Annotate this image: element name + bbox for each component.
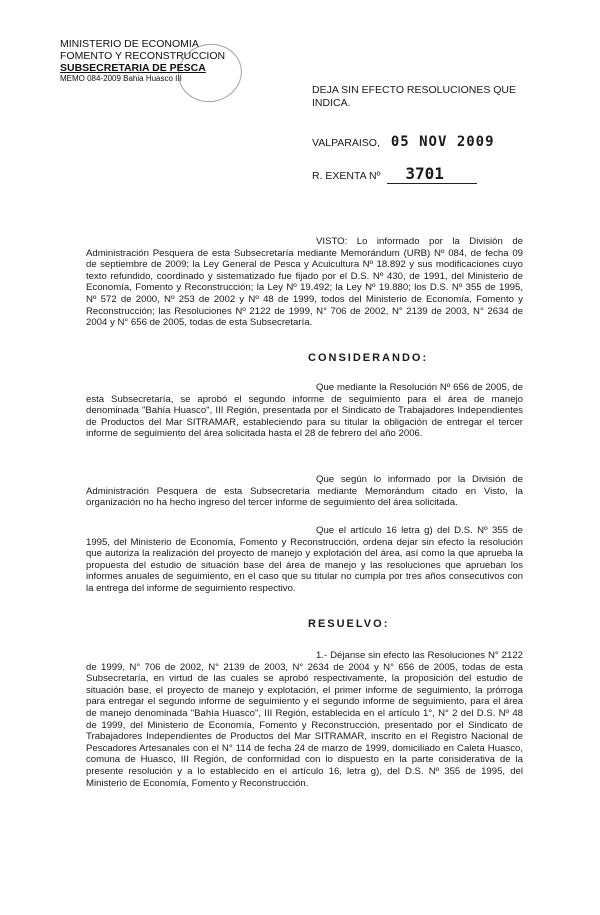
considerando-paragraph-1: Que mediante la Resolución Nº 656 de 2005, de esta Subsecretaría, se aprobó el segundo informe de seguimiento para el área de manejo denominada "Bahía Huasco", III Región, presentada por el Sindicato de Trabajadores Independientes de Productos del Mar SITRAMAR, estableciendo para su titular la obligación de entregar el tercer informe de seguimiento del área solicitada hasta el 28 de febrero del año 2006. — [86, 382, 523, 440]
resuelvo-heading: RESUELVO: — [308, 618, 390, 630]
document-subject: DEJA SIN EFECTO RESOLUCIONES QUE INDICA. — [312, 84, 517, 109]
letterhead-subsecretaria: SUBSECRETARIA DE PESCA — [60, 62, 206, 74]
resuelvo-paragraph-1: 1.- Déjanse sin efecto las Resoluciones N° 2122 de 1999, N° 706 de 2002, N° 2139 de 2003, N° 2634 de 2004 y N° 656 de 2005, todas de esta Subsecretaría, en virtud de las cuales se aprobó respectivamente, la proposición del estudio de situación base, el proyecto de manejo y explotación, el primer informe de seguimiento, la prórroga para entregar el segundo informe de seguimiento y el segundo informe de seguimiento, para el área de manejo denominada "Bahía Huasco", III Región, establecida en el artículo 1°, N° 2 del D.S. Nº 48 de 1999, del Ministerio de Economía, Fomento y Reconstrucción, presentado por el Sindicato de Trabajadores Independientes de Productos del Mar SITRAMAR, inscrito en el Registro Nacional de Pescadores Artesanales con el N° 114 de fecha 24 de marzo de 1999, domiciliado en Caleta Huasco, comuna de Huasco, III Región, de conformidad con lo dispuesto en la parte considerativa de la presente resolución y a lo establecido en el artículo 16, letra g), del D.S. Nº 355 de 1995, del Ministerio de Economía, Fomento y Reconstrucción. — [86, 650, 523, 789]
place: VALPARAISO, — [312, 137, 380, 149]
letterhead-ministry-2: FOMENTO Y RECONSTRUCCION — [60, 50, 226, 62]
considerando-heading: CONSIDERANDO: — [308, 352, 429, 364]
considerando-paragraph-2: Que según lo informado por la División de Administración Pesquera de esta Subsecretaría mediante Memorándum citado en Visto, la organización no ha hecho ingreso del tercer informe de seguimiento del área solicitada. — [86, 474, 523, 509]
exenta-line — [387, 164, 477, 184]
date-stamp: 05 NOV 2009 — [390, 134, 495, 150]
considerando-paragraph-3: Que el artículo 16 letra g) del D.S. Nº 355 de 1995, del Ministerio de Economía, Fomento y Reconstrucción, ordena dejar sin efecto la resolución que autoriza la realización del proyecto de manejo y explotación del área, así como la que aprueba la propuesta del estudio de situación base del área de manejo y las resoluciones que aprueban los informes anuales de seguimiento, en el caso que su titular no cumpla por tres años consecutivos con la entrega del informe de seguimiento respectivo. — [86, 525, 523, 594]
exenta-value: 3701 — [405, 164, 444, 183]
letterhead-ministry: MINISTERIO DE ECONOMIA — [60, 38, 199, 50]
exenta-label: R. EXENTA Nº — [312, 170, 381, 182]
memo-reference: MEMO 084-2009 Bahia Huasco III — [60, 74, 182, 83]
visto-paragraph: VISTO: Lo informado por la División de Administración Pesquera de esta Subsecretaría mediante Memorándum (URB) Nº 084, de fecha 09 de septiembre de 2009; la Ley General de Pesca y Acuicultura Nº 18.892 y sus modificaciones cuyo texto refundido, coordinado y sistematizado fue fijado por el D.S. Nº 430, de 1991, del Ministerio de Economía, Fomento y Reconstrucción; la Ley Nº 19.492; la Ley Nº 19.880; los D.S. Nº 355 de 1995, Nº 572 de 2000, Nº 253 de 2002 y Nº 48 de 1999, todos del Ministerio de Economía, Fomento y Reconstrucción; las Resoluciones Nº 2122 de 1999, N° 706 de 2002, N° 2139 de 2003, N° 2634 de 2004 y N° 656 de 2005, todas de esta Subsecretaría. — [86, 236, 523, 329]
place-date — [312, 134, 495, 150]
exenta-number — [312, 164, 477, 184]
